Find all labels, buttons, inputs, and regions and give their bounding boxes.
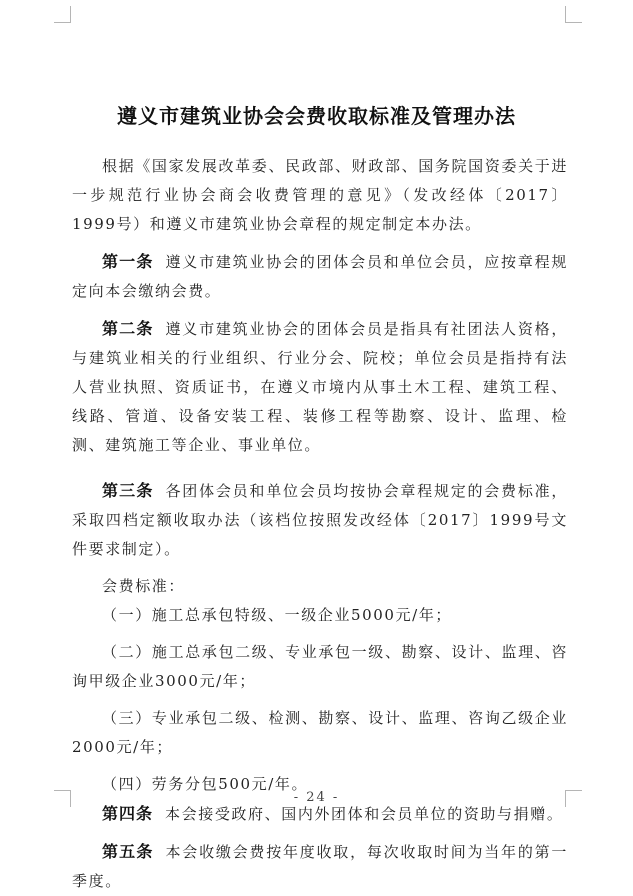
article-3-label: 第三条 bbox=[102, 481, 154, 500]
fee-item-4: （四）劳务分包500元/年。 bbox=[102, 775, 309, 793]
article-1-label: 第一条 bbox=[102, 252, 154, 271]
document-body bbox=[72, 152, 568, 896]
article-3-text: 各团体会员和单位会员均按协会章程规定的会费标准，采取四档定额收取办法（该档位按照发改经体〔2017〕1999号文件要求制定）。 bbox=[72, 482, 568, 558]
article-2-text: 遵义市建筑业协会的团体会员是指具有社团法人资格，与建筑业相关的行业组织、行业分会、院校；单位会员是指持有法人营业执照、资质证书，在遵义市境内从事土木工程、建筑工程、线路、管道、设备安装工程、装修工程等勘察、设计、监理、检测、建筑施工等企业、事业单位。 bbox=[72, 320, 568, 454]
crop-mark-top-right bbox=[565, 6, 582, 23]
article-4-text: 本会接受政府、国内外团体和会员单位的资助与捐赠。 bbox=[165, 805, 564, 823]
fee-item-3: （三）专业承包二级、检测、勘察、设计、监理、咨询乙级企业2000元/年； bbox=[72, 709, 568, 756]
article-5-text: 本会收缴会费按年度收取，每次收取时间为当年的第一季度。 bbox=[72, 843, 568, 890]
fee-item-1: （一）施工总承包特级、一级企业5000元/年； bbox=[102, 606, 453, 624]
article-3 bbox=[72, 476, 568, 564]
fee-item-2: （二）施工总承包二级、专业承包一级、勘察、设计、监理、咨询甲级企业3000元/年； bbox=[72, 643, 568, 690]
article-5 bbox=[72, 837, 568, 896]
article-1 bbox=[72, 247, 568, 306]
fee-heading: 会费标准： bbox=[102, 577, 186, 595]
page-number: - 24 - bbox=[293, 790, 340, 805]
article-1-text: 遵义市建筑业协会的团体会员和单位会员，应按章程规定向本会缴纳会费。 bbox=[72, 253, 568, 300]
article-2 bbox=[72, 314, 568, 460]
article-2-label: 第二条 bbox=[102, 319, 154, 338]
article-4-label: 第四条 bbox=[102, 804, 154, 823]
document-title: 遵义市建筑业协会会费收取标准及管理办法 bbox=[117, 104, 516, 128]
crop-mark-top-left bbox=[54, 6, 71, 23]
intro-paragraph: 根据《国家发展改革委、民政部、财政部、国务院国资委关于进一步规范行业协会商会收费管理的意见》（发改经体〔2017〕1999号）和遵义市建筑业协会章程的规定制定本办法。 bbox=[72, 157, 568, 233]
article-5-label: 第五条 bbox=[102, 842, 154, 861]
